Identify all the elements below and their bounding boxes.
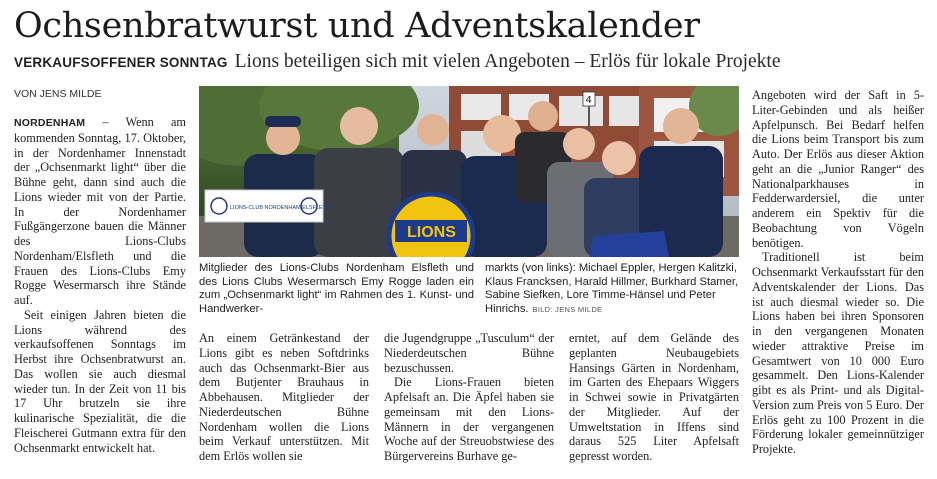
emblem-text: LIONS <box>407 224 456 241</box>
article-column-5 <box>752 88 924 457</box>
lead-paragraph <box>14 115 186 308</box>
headline: Ochsenbratwurst und Adventskalender <box>14 6 700 46</box>
sign-number: 4 <box>585 95 592 106</box>
article-column-1 <box>14 115 186 455</box>
paragraph: Traditionell ist beim Ochsenmarkt Verkaufsstart für den Adventskalender der Lions. Das ist auch diesmal wieder so. Die Lions haben bei ihren Sponsoren in den vergangenen Monaten wieder attraktive Preise im Gesamtwert von 10 000 Euro gesammelt. Den Lions-Kalender gibt es als Print- und als Digital-Version zum Preis von 5 Euro. Der Erlös geht zu 100 Prozent in die Förderung lokaler gemeinnütziger Projekte. <box>752 250 924 456</box>
subheadline: Lions beteiligen sich mit vielen Angeboten – Erlös für lokale Projekte <box>234 51 781 72</box>
paragraph: Angeboten wird der Saft in 5-Liter-Gebinden und als heißer Apfelpunsch. Bei Bedarf helfen die Lions beim Transport bis zum Auto. Der Erlös aus dieser Aktion geht an die „Junior Ranger“ des Nationalparkhauses in Fedderwardersiel, die unter anderem ein Spektiv für die Beobachtung von Vögeln benötigen. <box>752 88 924 250</box>
article-column-2 <box>199 331 369 464</box>
byline: VON JENS MILDE <box>14 88 102 100</box>
paragraph: Seit einigen Jahren bieten die Lions während des verkaufsoffenen Sonntags im Herbst ihre Ochsenbratwurst an. Das wollen sie auch diesmal wieder tun. In der Zeit von 11 bis 17 Uhr brutzeln sie ihre kulinarische Spezialität, die die Fleischerei Gutmann extra für den Ochsenmarkt entwickelt hat. <box>14 307 186 455</box>
kicker: VERKAUFSOFFENER SONNTAG <box>14 55 228 70</box>
paragraph: An einem Getränkestand der Lions gibt es neben Softdrinks auch das Ochsenmarkt-Bier aus dem Butjenter Brauhaus in Abbehausen. Mitglieder der Niederdeutschen Bühne Nordenham wollen die Lions beim Verkauf unterstützen. Mit dem Erlös wollen sie <box>199 331 369 463</box>
paragraph: erntet, auf dem Gelände des geplanten Neubaugebiets Hansings Gärten in Nordenham, im Garten des Ehepaars Wiggers in Schwei sowie in Privatgärten der Mitglieder. Auf der Umweltstation in Iffens sind daraus 525 Liter Apfelsaft gepresst worden. <box>569 331 739 463</box>
article-column-4 <box>569 331 739 464</box>
paragraph: Die Lions-Frauen bieten Apfelsaft an. Die Äpfel haben sie gemeinsam mit den Lions-Männern in der vergangenen Woche auf der Streuobstwiese des Bürgervereins Burhave ge- <box>384 375 554 463</box>
banner-text: LIONS-CLUB NORDENHAM/ELSFLETH <box>230 205 330 211</box>
caption-right-text: markts (von links): Michael Eppler, Hergen Kalitzki, Klaus Francksen, Harald Hillmer, Burkhard Stamer, Sabine Siefken, Lore Timme-Hänsel und Peter Hinrichs. <box>485 262 739 315</box>
paragraph: die Jugendgruppe „Tusculum“ der Niederdeutschen Bühne bezuschussen. <box>384 331 554 375</box>
caption-right <box>485 262 739 316</box>
subheadline-row <box>14 51 781 73</box>
article-photo <box>199 86 739 257</box>
dateline: NORDENHAM <box>14 117 86 129</box>
lead-text: – Wenn am kommenden Sonntag, 17. Oktober, in der Nordenhamer Innenstadt der „Ochsenmarkt light“ über die Bühne geht, dann sind auch die Lions wieder mit von der Partie. In der Nordenhamer Fußgängerzone bauen die Männer des Lions-Clubs Nordenham/Elsfleth und die Frauen des Lions-Clubs Emy Rogge Wesermarsch ihre Stände auf. <box>14 115 186 307</box>
article-column-3 <box>384 331 554 464</box>
photo-credit: BILD: JENS MILDE <box>532 304 603 314</box>
cap <box>265 116 301 127</box>
caption-left: Mitglieder des Lions-Clubs Nordenham Elsfleth und des Lions Clubs Wesermarsch Emy Rogge laden ein zum „Ochsenmarkt light“ im Rahmen des 1. Kunst- und Handwerker- <box>199 262 474 315</box>
group-photo <box>199 86 739 257</box>
